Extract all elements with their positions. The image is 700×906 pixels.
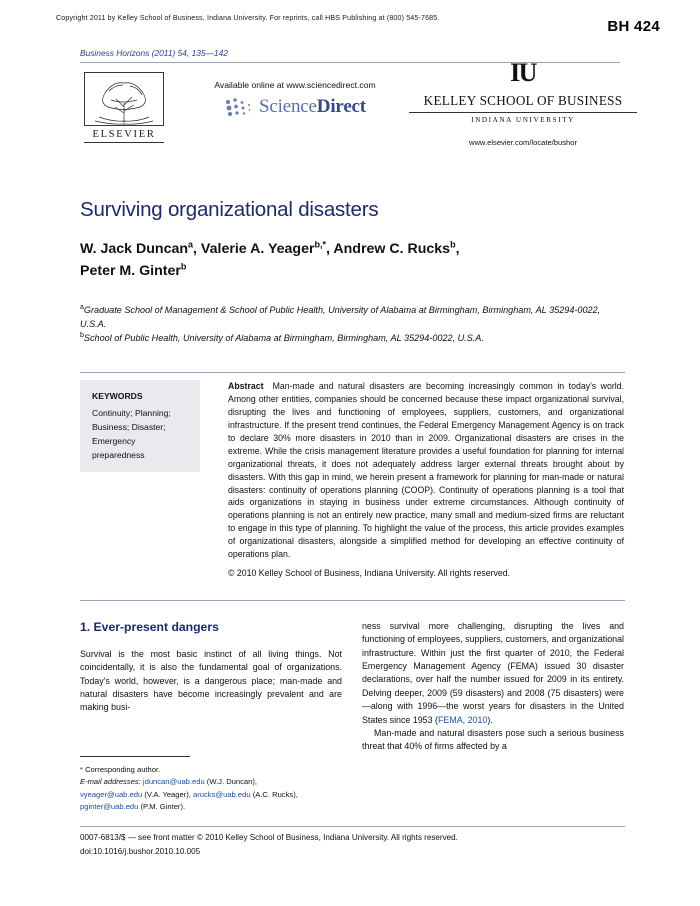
copyright-notice: Copyright 2011 by Kelley School of Business, Indiana University. For reprints, call HBS Publishing at (800) 545-7685.: [56, 14, 440, 22]
affiliation-a: Graduate School of Management & School of Public Health, University of Alabama at Birmingham, Birmingham, AL 35294-0022, U.S.A.: [80, 305, 601, 329]
footer-divider: [80, 826, 625, 827]
journal-reference: Business Horizons (2011) 54, 135—142: [80, 48, 228, 58]
author-4-affil-marker: b: [180, 261, 187, 272]
sciencedirect-word-direct: Direct: [316, 96, 366, 117]
affiliations: [80, 303, 625, 346]
email-link-3[interactable]: arucks@uab.edu: [193, 789, 251, 799]
kelley-school-logo: [408, 60, 638, 147]
author-line-comma: ,: [455, 241, 460, 257]
body-column-right: [362, 620, 624, 754]
email-link-1[interactable]: jduncan@uab.edu: [142, 777, 205, 787]
corresponding-author-note: * Corresponding author.: [80, 765, 161, 774]
keywords-list: Continuity; Planning; Business; Disaster; Emergency preparedness: [92, 407, 171, 460]
available-online-text: Available online at www.sciencedirect.com: [214, 80, 376, 90]
email-addresses: [80, 776, 342, 813]
sciencedirect-dots-icon: [224, 96, 254, 118]
issn-copyright-line: 0007-6813/$ — see front matter © 2010 Kelley School of Business, Indiana University. All rights reserved.: [80, 833, 458, 842]
email-owner-3: (A.C. Rucks),: [252, 789, 298, 799]
author-1: W. Jack Duncan: [80, 241, 189, 257]
doi-line: doi:10.1016/j.bushor.2010.10.005: [80, 847, 201, 856]
abstract-top-divider: [80, 372, 625, 373]
author-3: , Andrew C. Rucks: [326, 241, 451, 257]
kelley-divider: [409, 112, 637, 113]
author-list: [80, 238, 625, 282]
body-paragraph-2: Man-made and natural disasters pose such a serious business threat that 40% of firms affected by a: [362, 727, 624, 752]
body-column-left: Survival is the most basic instinct of all living things. Not coincidentally, it is also the fundamental goal of organizations. Today's world, however, is a dangerous place; man-made and natural disasters have become increasingly prevalent and are making busi-: [80, 649, 342, 713]
section-heading: 1. Ever-present dangers: [80, 620, 219, 634]
keywords-box: [80, 380, 200, 472]
citation-link-fema[interactable]: FEMA, 2010: [437, 714, 488, 725]
elsevier-tree-icon: [84, 72, 164, 126]
article-title: Surviving organizational disasters: [80, 198, 379, 221]
iu-trident-icon: IU: [510, 58, 536, 87]
body-paragraph-1: [362, 620, 624, 727]
body-paragraph-1-text: ness survival more challenging, disrupting the lives and functioning of employees, suppliers, customers, and organizational infrastructure. Within just the first quarter of 2010, the Federal Emergency Management Agency (FEMA) issued 30 disaster declarations, over half the number issued for 2009 in its entirety. Delving deeper, 2009 (59 disasters) and 2008 (75 disasters) were—along with 1996—the worst years for disasters in the United States since 1953 (: [362, 621, 624, 725]
abstract-bottom-divider: [80, 600, 625, 601]
footnote-divider: [80, 756, 190, 757]
affiliation-b-marker: b: [80, 332, 84, 340]
author-1-affil-marker: a: [188, 239, 194, 250]
author-2-affil-marker: b,*: [314, 239, 327, 250]
abstract-text: Man-made and natural disasters are becoming increasingly common in today's world. Among other entities, companies should be concerned because these impact organizational survival, disrupting the lives and functioning of employees, suppliers, customers, and organizational infrastructure. If the present trend continues, the Federal Emergency Management Agency is on track to declare 30% more disasters in 2010 than in 2009. Organizational disasters are crises in the extreme. While the crisis management literature provides a useful foundation for planning for internal organizational threats, it does not adequately address larger external threats brought about by disasters. With this gap in mind, we herein present a framework for planning for man-made or natural disasters: continuity of operations planning (COOP). Continuity of operations planning is a tool that aids organizations in staying in business under extreme circumstances. Although continuity of operations planning is not an entirely new practice, many small and medium-sized firms are reluctant to engage in this type of planning. To highlight the value of the process, this article provides examples of organizational disasters, alongside a simplified method for developing an effective continuity of operations plan.: [228, 381, 624, 560]
email-addresses-label: E-mail addresses:: [80, 777, 141, 787]
author-4: Peter M. Ginter: [80, 263, 181, 279]
affiliation-b: School of Public Health, University of Alabama at Birmingham, Birmingham, AL 35294-0022, U.S.A.: [83, 333, 484, 344]
elsevier-wordmark: ELSEVIER: [92, 129, 156, 140]
email-link-4[interactable]: pginter@uab.edu: [80, 801, 139, 811]
abstract-label: Abstract: [228, 381, 264, 391]
sciencedirect-block: [190, 80, 400, 118]
journal-url: www.elsevier.com/locate/bushor: [468, 138, 578, 147]
email-owner-1: (W.J. Duncan),: [206, 777, 258, 787]
email-owner-2: (V.A. Yeager),: [144, 789, 191, 799]
email-link-2[interactable]: vyeager@uab.edu: [80, 789, 143, 799]
abstract: [228, 380, 624, 580]
kelley-school-sub: INDIANA UNIVERSITY: [471, 116, 575, 124]
elsevier-underline: [84, 142, 164, 143]
email-owner-4: (P.M. Ginter).: [140, 801, 186, 811]
elsevier-logo: [80, 72, 168, 143]
case-code: BH 424: [607, 18, 660, 35]
abstract-copyright: © 2010 Kelley School of Business, Indiana University. All rights reserved.: [228, 568, 511, 579]
author-3-affil-marker: b: [450, 239, 456, 250]
keywords-heading: KEYWORDS: [92, 391, 143, 401]
author-2: , Valerie A. Yeager: [193, 241, 315, 257]
footnotes: [80, 764, 342, 813]
sciencedirect-wordmark: [259, 96, 366, 118]
body-paragraph-1-end: ).: [487, 714, 493, 725]
affiliation-a-marker: a: [80, 304, 84, 311]
sciencedirect-logo: [190, 96, 400, 118]
sciencedirect-word-science: Science: [259, 96, 317, 117]
kelley-school-name: KELLEY SCHOOL OF BUSINESS: [423, 93, 623, 108]
